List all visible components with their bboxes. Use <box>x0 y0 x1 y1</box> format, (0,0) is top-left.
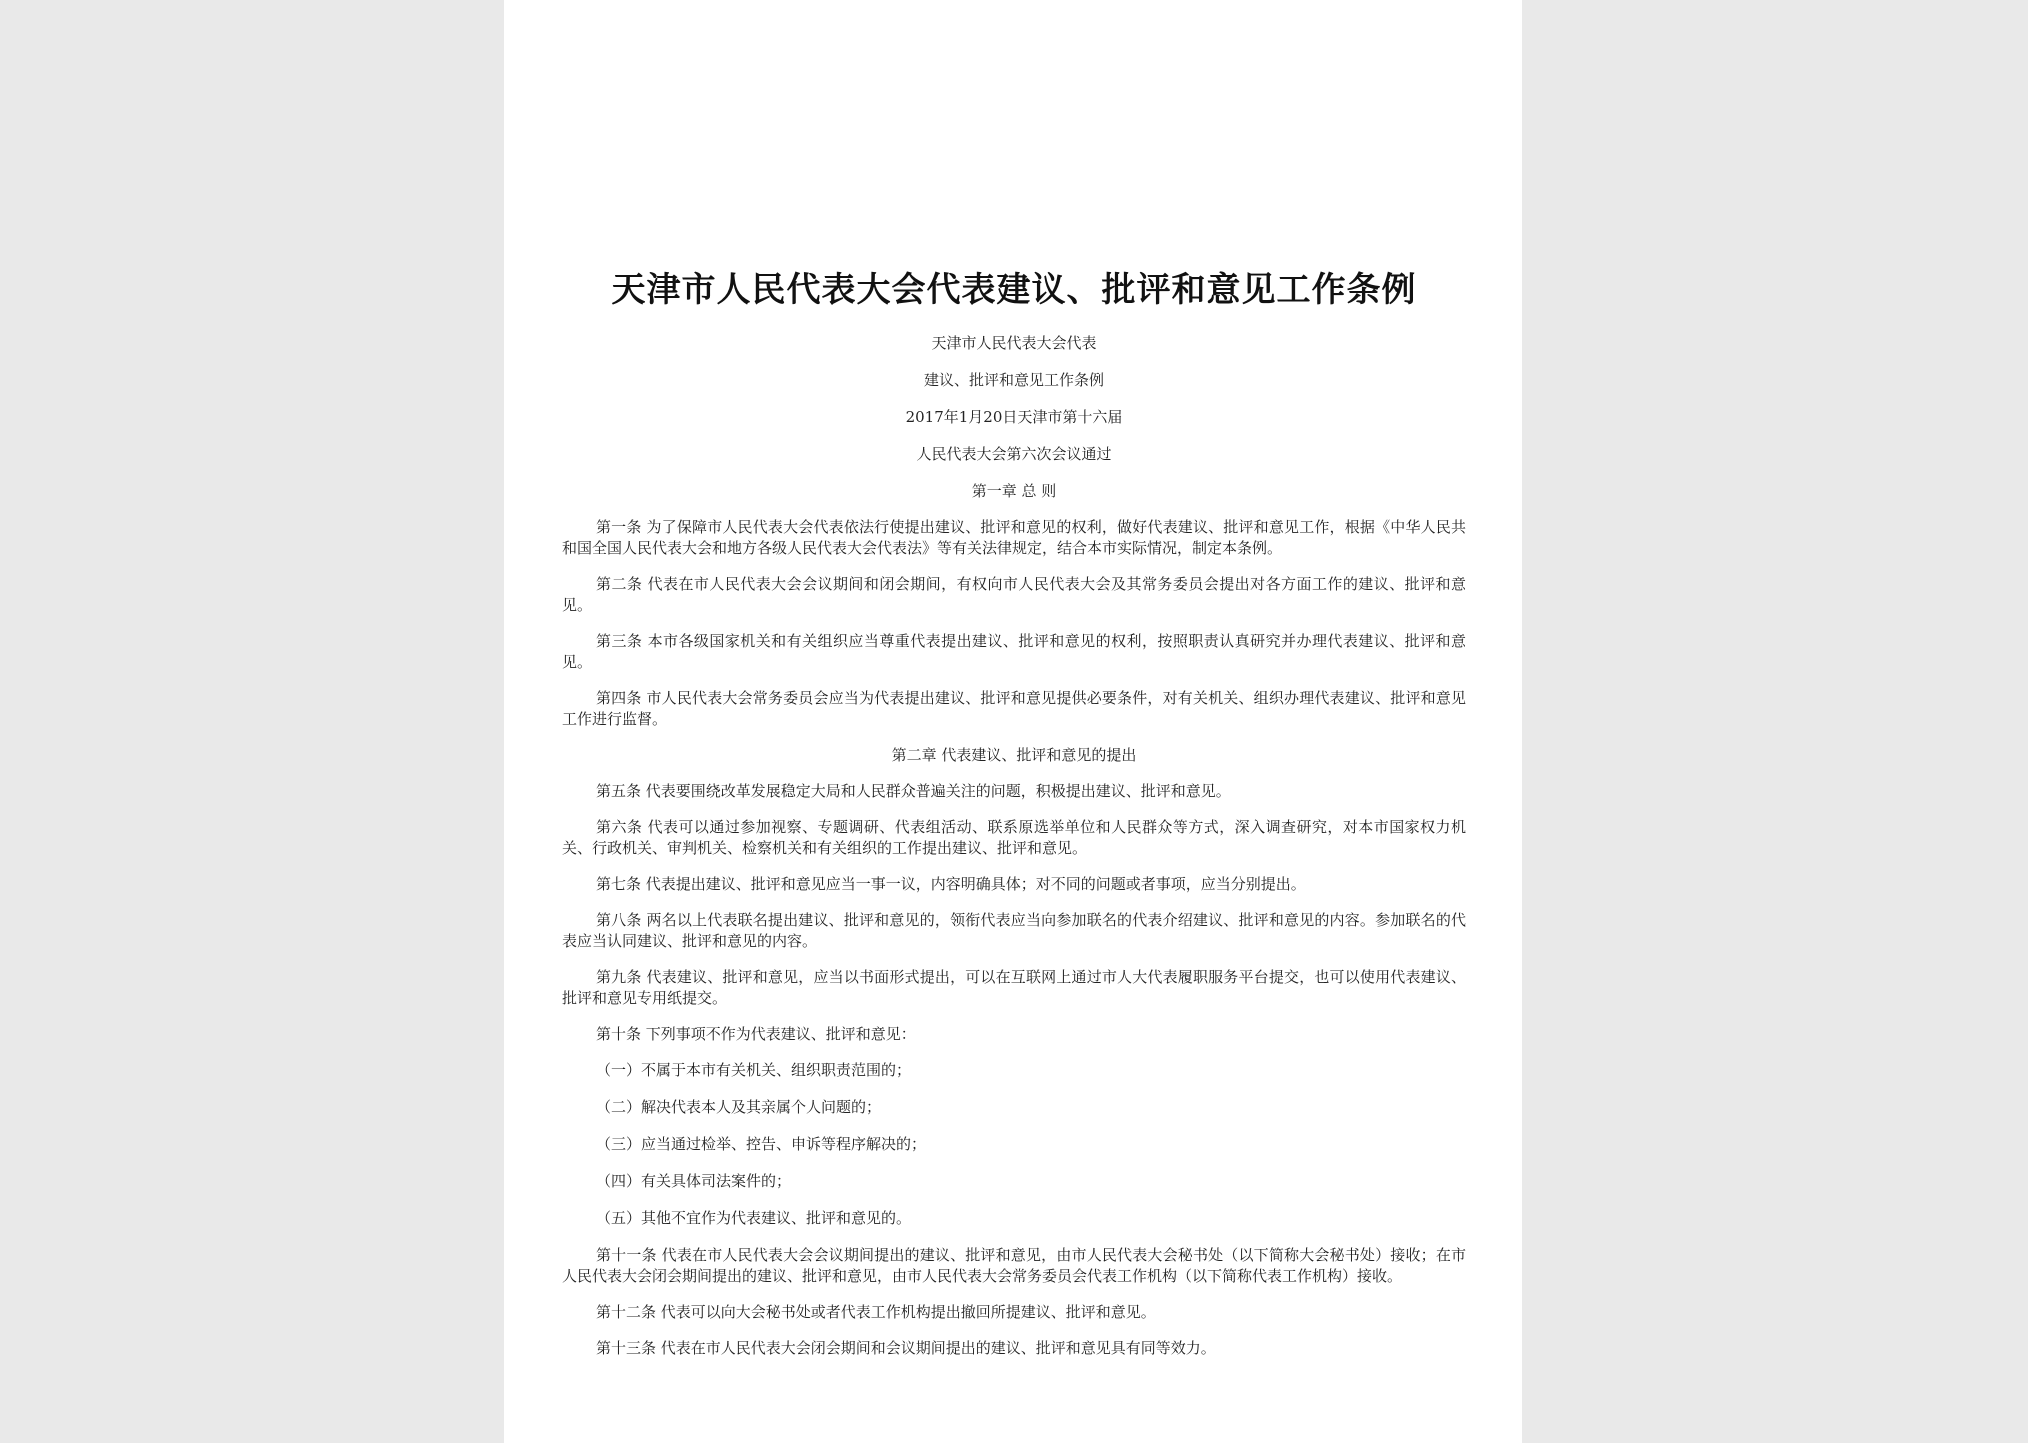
article-paragraph: 第四条 市人民代表大会常务委员会应当为代表提出建议、批评和意见提供必要条件，对有关机关、组织办理代表建议、批评和意见工作进行监督。 <box>562 689 1466 728</box>
list-item: （五）其他不宜作为代表建议、批评和意见的。 <box>596 1209 912 1227</box>
document-content <box>562 262 1466 1374</box>
list-item: （三）应当通过检举、控告、申诉等程序解决的； <box>596 1135 927 1153</box>
chapter-heading: 第一章 总 则 <box>971 482 1057 500</box>
list-item: （四）有关具体司法案件的； <box>596 1172 792 1190</box>
list-item: （一）不属于本市有关机关、组织职责范围的； <box>596 1061 912 1079</box>
article-paragraph: 第二条 代表在市人民代表大会会议期间和闭会期间，有权向市人民代表大会及其常务委员会提出对各方面工作的建议、批评和意见。 <box>562 575 1466 614</box>
article-paragraph: 第十条 下列事项不作为代表建议、批评和意见： <box>596 1025 916 1043</box>
article-paragraph: 第九条 代表建议、批评和意见，应当以书面形式提出，可以在互联网上通过市人大代表履职服务平台提交，也可以使用代表建议、批评和意见专用纸提交。 <box>562 968 1466 1007</box>
meta-line: 建议、批评和意见工作条例 <box>923 371 1104 389</box>
article-paragraph: 第五条 代表要围绕改革发展稳定大局和人民群众普遍关注的问题，积极提出建议、批评和意见。 <box>596 782 1231 800</box>
list-item: （二）解决代表本人及其亲属个人问题的； <box>596 1098 882 1116</box>
article-paragraph: 第八条 两名以上代表联名提出建议、批评和意见的，领衔代表应当向参加联名的代表介绍建议、批评和意见的内容。参加联名的代表应当认同建议、批评和意见的内容。 <box>562 911 1466 950</box>
article-paragraph: 第三条 本市各级国家机关和有关组织应当尊重代表提出建议、批评和意见的权利，按照职责认真研究并办理代表建议、批评和意见。 <box>562 632 1466 671</box>
document-page <box>504 0 1522 1443</box>
article-paragraph: 第一条 为了保障市人民代表大会代表依法行使提出建议、批评和意见的权利，做好代表建议、批评和意见工作，根据《中华人民共和国全国人民代表大会和地方各级人民代表大会代表法》等有关法律规定，结合本市实际情况，制定本条例。 <box>562 518 1466 557</box>
article-paragraph: 第十一条 代表在市人民代表大会会议期间提出的建议、批评和意见，由市人民代表大会秘书处（以下简称大会秘书处）接收；在市人民代表大会闭会期间提出的建议、批评和意见，由市人民代表大会常务委员会代表工作机构（以下简称代表工作机构）接收。 <box>562 1246 1466 1285</box>
meta-line: 2017年1月20日天津市第十六届 <box>905 408 1123 426</box>
meta-line: 天津市人民代表大会代表 <box>931 334 1097 352</box>
article-paragraph: 第十三条 代表在市人民代表大会闭会期间和会议期间提出的建议、批评和意见具有同等效力。 <box>596 1339 1216 1357</box>
article-paragraph: 第六条 代表可以通过参加视察、专题调研、代表组活动、联系原选举单位和人民群众等方式，深入调查研究，对本市国家权力机关、行政机关、审判机关、检察机关和有关组织的工作提出建议、批评和意见。 <box>562 818 1466 857</box>
chapter-heading: 第二章 代表建议、批评和意见的提出 <box>891 746 1137 764</box>
document-title: 天津市人民代表大会代表建议、批评和意见工作条例 <box>611 270 1417 310</box>
article-paragraph: 第十二条 代表可以向大会秘书处或者代表工作机构提出撤回所提建议、批评和意见。 <box>596 1303 1156 1321</box>
meta-line: 人民代表大会第六次会议通过 <box>916 445 1112 463</box>
article-paragraph: 第七条 代表提出建议、批评和意见应当一事一议，内容明确具体；对不同的问题或者事项，应当分别提出。 <box>596 875 1306 893</box>
